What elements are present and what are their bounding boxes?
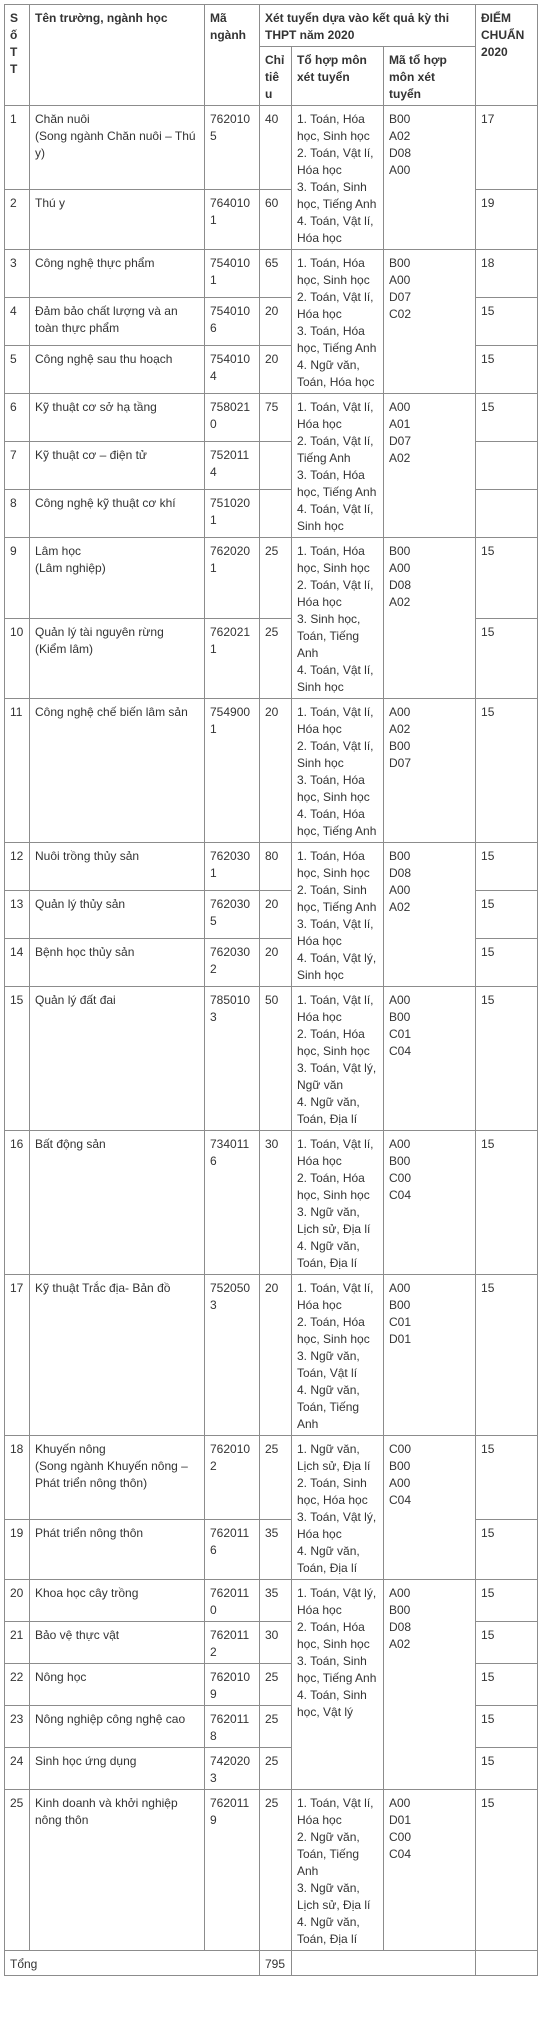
row-score: 15	[476, 1748, 538, 1790]
table-row	[5, 1275, 538, 1436]
row-score: 15	[476, 891, 538, 939]
table-row	[5, 1580, 538, 1622]
row-quota: 25	[260, 1436, 292, 1520]
row-score: 17	[476, 106, 538, 190]
row-major-code: 7620201	[205, 538, 260, 619]
row-major-code: 7620102	[205, 1436, 260, 1520]
row-subject-combos: 1. Ngữ văn, Lịch sử, Địa lí 2. Toán, Sinh học, Hóa học 3. Toán, Vật lý, Hóa học 4. Ngữ văn, Toán, Địa lí	[292, 1436, 384, 1580]
row-major-code: 7540101	[205, 250, 260, 298]
row-quota: 50	[260, 987, 292, 1131]
table-row	[5, 538, 538, 619]
row-major-name: Kỹ thuật cơ – điện tử	[30, 442, 205, 490]
row-major-code: 7540104	[205, 346, 260, 394]
row-stt: 19	[5, 1520, 30, 1580]
header-diem-chuan: ĐIỂM CHUẨN 2020	[476, 5, 538, 106]
row-major-code: 7620305	[205, 891, 260, 939]
row-stt: 22	[5, 1664, 30, 1706]
admission-table-container	[4, 4, 538, 1976]
row-major-name: Công nghệ kỹ thuật cơ khí	[30, 490, 205, 538]
row-stt: 12	[5, 843, 30, 891]
row-major-name: Kỹ thuật Trắc địa- Bản đồ	[30, 1275, 205, 1436]
row-stt: 4	[5, 298, 30, 346]
row-major-name: Chăn nuôi (Song ngành Chăn nuôi – Thú y)	[30, 106, 205, 190]
row-combo-codes: A00 A01 D07 A02	[384, 394, 476, 538]
row-score: 15	[476, 1790, 538, 1951]
row-major-code: 7520114	[205, 442, 260, 490]
row-quota: 80	[260, 843, 292, 891]
row-score: 15	[476, 843, 538, 891]
row-major-code: 7620211	[205, 618, 260, 699]
table-row	[5, 1790, 538, 1951]
row-major-name: Công nghệ sau thu hoạch	[30, 346, 205, 394]
row-stt: 6	[5, 394, 30, 442]
row-combo-codes: A00 B00 C01 D01	[384, 1275, 476, 1436]
row-score: 19	[476, 190, 538, 250]
row-combo-codes: B00 D08 A00 A02	[384, 843, 476, 987]
row-quota: 20	[260, 298, 292, 346]
row-subject-combos: 1. Toán, Vật lí, Hóa học 2. Toán, Hóa học, Sinh học 3. Ngữ văn, Lịch sử, Địa lí 4. Ngữ văn, Toán, Địa lí	[292, 1131, 384, 1275]
row-combo-codes: A00 B00 D08 A02	[384, 1580, 476, 1790]
row-major-code: 7620302	[205, 939, 260, 987]
row-score: 15	[476, 1436, 538, 1520]
row-major-code: 7620119	[205, 1790, 260, 1951]
row-major-code: 7340116	[205, 1131, 260, 1275]
row-quota: 20	[260, 1275, 292, 1436]
row-stt: 3	[5, 250, 30, 298]
row-stt: 11	[5, 699, 30, 843]
row-combo-codes: B00 A00 D08 A02	[384, 538, 476, 699]
row-major-name: Kinh doanh và khởi nghiệp nông thôn	[30, 1790, 205, 1951]
row-major-name: Công nghệ thực phẩm	[30, 250, 205, 298]
row-quota	[260, 442, 292, 490]
row-major-code: 7620118	[205, 1706, 260, 1748]
row-stt: 18	[5, 1436, 30, 1520]
total-empty-combos	[292, 1951, 476, 1976]
row-major-name: Khoa học cây trồng	[30, 1580, 205, 1622]
header-stt: Số TT	[5, 5, 30, 106]
header-code: Mã ngành	[205, 5, 260, 106]
header-chi-tieu: Chỉ tiêu	[260, 47, 292, 106]
row-major-name: Công nghệ chế biến lâm sản	[30, 699, 205, 843]
row-score: 15	[476, 1664, 538, 1706]
row-stt: 24	[5, 1748, 30, 1790]
row-stt: 10	[5, 618, 30, 699]
row-major-code: 7620301	[205, 843, 260, 891]
row-major-name: Sinh học ứng dụng	[30, 1748, 205, 1790]
row-major-code: 7850103	[205, 987, 260, 1131]
row-quota: 35	[260, 1520, 292, 1580]
row-major-code: 7540106	[205, 298, 260, 346]
row-major-code: 7620105	[205, 106, 260, 190]
row-score: 15	[476, 1622, 538, 1664]
row-subject-combos: 1. Toán, Vật lí, Hóa học 2. Ngữ văn, Toán, Tiếng Anh 3. Ngữ văn, Lịch sử, Địa lí 4. Ngữ văn, Toán, Địa lí	[292, 1790, 384, 1951]
row-major-name: Bệnh học thủy sản	[30, 939, 205, 987]
row-quota: 20	[260, 346, 292, 394]
row-major-name: Phát triển nông thôn	[30, 1520, 205, 1580]
row-major-code: 7580210	[205, 394, 260, 442]
table-row	[5, 106, 538, 190]
row-major-code: 7549001	[205, 699, 260, 843]
row-combo-codes: A00 B00 C00 C04	[384, 1131, 476, 1275]
row-major-name: Kỹ thuật cơ sở hạ tầng	[30, 394, 205, 442]
row-quota: 30	[260, 1622, 292, 1664]
row-quota	[260, 490, 292, 538]
table-row	[5, 699, 538, 843]
row-score: 15	[476, 1275, 538, 1436]
row-stt: 14	[5, 939, 30, 987]
row-subject-combos: 1. Toán, Hóa học, Sinh học 2. Toán, Sinh học, Tiếng Anh 3. Toán, Vật lí, Hóa học 4. Toán, Vật lý, Sinh học	[292, 843, 384, 987]
header-xet-tuyen: Xét tuyển dựa vào kết quả kỳ thi THPT năm 2020	[260, 5, 476, 47]
row-major-name: Nông học	[30, 1664, 205, 1706]
row-major-code: 7420203	[205, 1748, 260, 1790]
row-major-name: Quản lý thủy sản	[30, 891, 205, 939]
row-combo-codes: A00 B00 C01 C04	[384, 987, 476, 1131]
row-score	[476, 442, 538, 490]
row-stt: 13	[5, 891, 30, 939]
row-score: 15	[476, 1580, 538, 1622]
row-major-code: 7620110	[205, 1580, 260, 1622]
row-score: 15	[476, 618, 538, 699]
row-quota: 20	[260, 939, 292, 987]
row-quota: 25	[260, 1664, 292, 1706]
row-score: 15	[476, 1706, 538, 1748]
header-to-hop: Tổ hợp môn xét tuyển	[292, 47, 384, 106]
row-major-name: Nuôi trồng thủy sản	[30, 843, 205, 891]
row-major-name: Khuyến nông (Song ngành Khuyến nông – Phát triển nông thôn)	[30, 1436, 205, 1520]
table-row	[5, 987, 538, 1131]
row-score: 15	[476, 346, 538, 394]
row-stt: 25	[5, 1790, 30, 1951]
row-score: 15	[476, 699, 538, 843]
row-stt: 23	[5, 1706, 30, 1748]
row-major-code: 7620109	[205, 1664, 260, 1706]
row-major-name: Đảm bảo chất lượng và an toàn thực phẩm	[30, 298, 205, 346]
row-major-name: Bất động sản	[30, 1131, 205, 1275]
row-stt: 5	[5, 346, 30, 394]
row-quota: 25	[260, 1706, 292, 1748]
row-score: 15	[476, 939, 538, 987]
row-quota: 25	[260, 1790, 292, 1951]
row-quota: 25	[260, 1748, 292, 1790]
total-row	[5, 1951, 538, 1976]
table-row	[5, 394, 538, 442]
row-score: 15	[476, 987, 538, 1131]
row-stt: 15	[5, 987, 30, 1131]
row-score: 15	[476, 1520, 538, 1580]
row-score: 15	[476, 538, 538, 619]
total-value: 795	[260, 1951, 292, 1976]
row-quota: 20	[260, 891, 292, 939]
header-row	[5, 5, 538, 47]
row-score: 15	[476, 1131, 538, 1275]
row-major-name: Lâm học (Lâm nghiệp)	[30, 538, 205, 619]
table-row	[5, 1131, 538, 1275]
admission-table	[4, 4, 538, 1976]
row-quota: 40	[260, 106, 292, 190]
row-combo-codes: B00 A02 D08 A00	[384, 106, 476, 250]
row-subject-combos: 1. Toán, Hóa học, Sinh học 2. Toán, Vật lí, Hóa học 3. Toán, Sinh học, Tiếng Anh 4. Toán, Vật lí, Hóa học	[292, 106, 384, 250]
row-combo-codes: A00 D01 C00 C04	[384, 1790, 476, 1951]
row-quota: 65	[260, 250, 292, 298]
row-major-name: Quản lý đất đai	[30, 987, 205, 1131]
row-major-code: 7520503	[205, 1275, 260, 1436]
row-major-code: 7510201	[205, 490, 260, 538]
total-label: Tổng	[5, 1951, 260, 1976]
row-major-name: Bảo vệ thực vật	[30, 1622, 205, 1664]
row-stt: 7	[5, 442, 30, 490]
row-major-code: 7620116	[205, 1520, 260, 1580]
table-row	[5, 843, 538, 891]
row-subject-combos: 1. Toán, Vật lí, Hóa học 2. Toán, Hóa học, Sinh học 3. Ngữ văn, Toán, Vật lí 4. Ngữ văn, Toán, Tiếng Anh	[292, 1275, 384, 1436]
row-major-name: Thú y	[30, 190, 205, 250]
row-major-code: 7620112	[205, 1622, 260, 1664]
row-quota: 20	[260, 699, 292, 843]
row-subject-combos: 1. Toán, Hóa học, Sinh học 2. Toán, Vật lí, Hóa học 3. Sinh học, Toán, Tiếng Anh 4. Toán, Vật lí, Sinh học	[292, 538, 384, 699]
row-subject-combos: 1. Toán, Vật lí, Hóa học 2. Toán, Vật lí, Tiếng Anh 3. Toán, Hóa học, Tiếng Anh 4. Toán, Vật lí, Sinh học	[292, 394, 384, 538]
row-stt: 9	[5, 538, 30, 619]
row-combo-codes: B00 A00 D07 C02	[384, 250, 476, 394]
row-stt: 20	[5, 1580, 30, 1622]
row-subject-combos: 1. Toán, Vật lí, Hóa học 2. Toán, Hóa học, Sinh học 3. Toán, Vật lý, Ngữ văn 4. Ngữ văn, Toán, Địa lí	[292, 987, 384, 1131]
row-quota: 25	[260, 538, 292, 619]
table-body	[5, 5, 538, 1976]
row-stt: 21	[5, 1622, 30, 1664]
row-score: 15	[476, 394, 538, 442]
row-stt: 1	[5, 106, 30, 190]
row-combo-codes: A00 A02 B00 D07	[384, 699, 476, 843]
row-quota: 25	[260, 618, 292, 699]
row-quota: 75	[260, 394, 292, 442]
row-stt: 8	[5, 490, 30, 538]
row-major-name: Nông nghiệp công nghệ cao	[30, 1706, 205, 1748]
row-quota: 60	[260, 190, 292, 250]
row-major-code: 7640101	[205, 190, 260, 250]
row-combo-codes: C00 B00 A00 C04	[384, 1436, 476, 1580]
row-stt: 2	[5, 190, 30, 250]
row-quota: 35	[260, 1580, 292, 1622]
row-stt: 16	[5, 1131, 30, 1275]
row-subject-combos: 1. Toán, Vật lý, Hóa học 2. Toán, Hóa học, Sinh học 3. Toán, Sinh học, Tiếng Anh 4. Toán, Sinh học, Vật lý	[292, 1580, 384, 1790]
row-quota: 30	[260, 1131, 292, 1275]
row-score: 15	[476, 298, 538, 346]
header-name: Tên trường, ngành học	[30, 5, 205, 106]
row-subject-combos: 1. Toán, Hóa học, Sinh học 2. Toán, Vật lí, Hóa học 3. Toán, Hóa học, Tiếng Anh 4. Ngữ văn, Toán, Hóa học	[292, 250, 384, 394]
row-stt: 17	[5, 1275, 30, 1436]
row-subject-combos: 1. Toán, Vật lí, Hóa học 2. Toán, Vật lí, Sinh học 3. Toán, Hóa học, Sinh học 4. Toán, Hóa học, Tiếng Anh	[292, 699, 384, 843]
row-major-name: Quản lý tài nguyên rừng (Kiểm lâm)	[30, 618, 205, 699]
row-score	[476, 490, 538, 538]
table-row	[5, 250, 538, 298]
total-empty-score	[476, 1951, 538, 1976]
table-row	[5, 1436, 538, 1520]
row-score: 18	[476, 250, 538, 298]
header-ma-to-hop: Mã tổ hợp môn xét tuyển	[384, 47, 476, 106]
